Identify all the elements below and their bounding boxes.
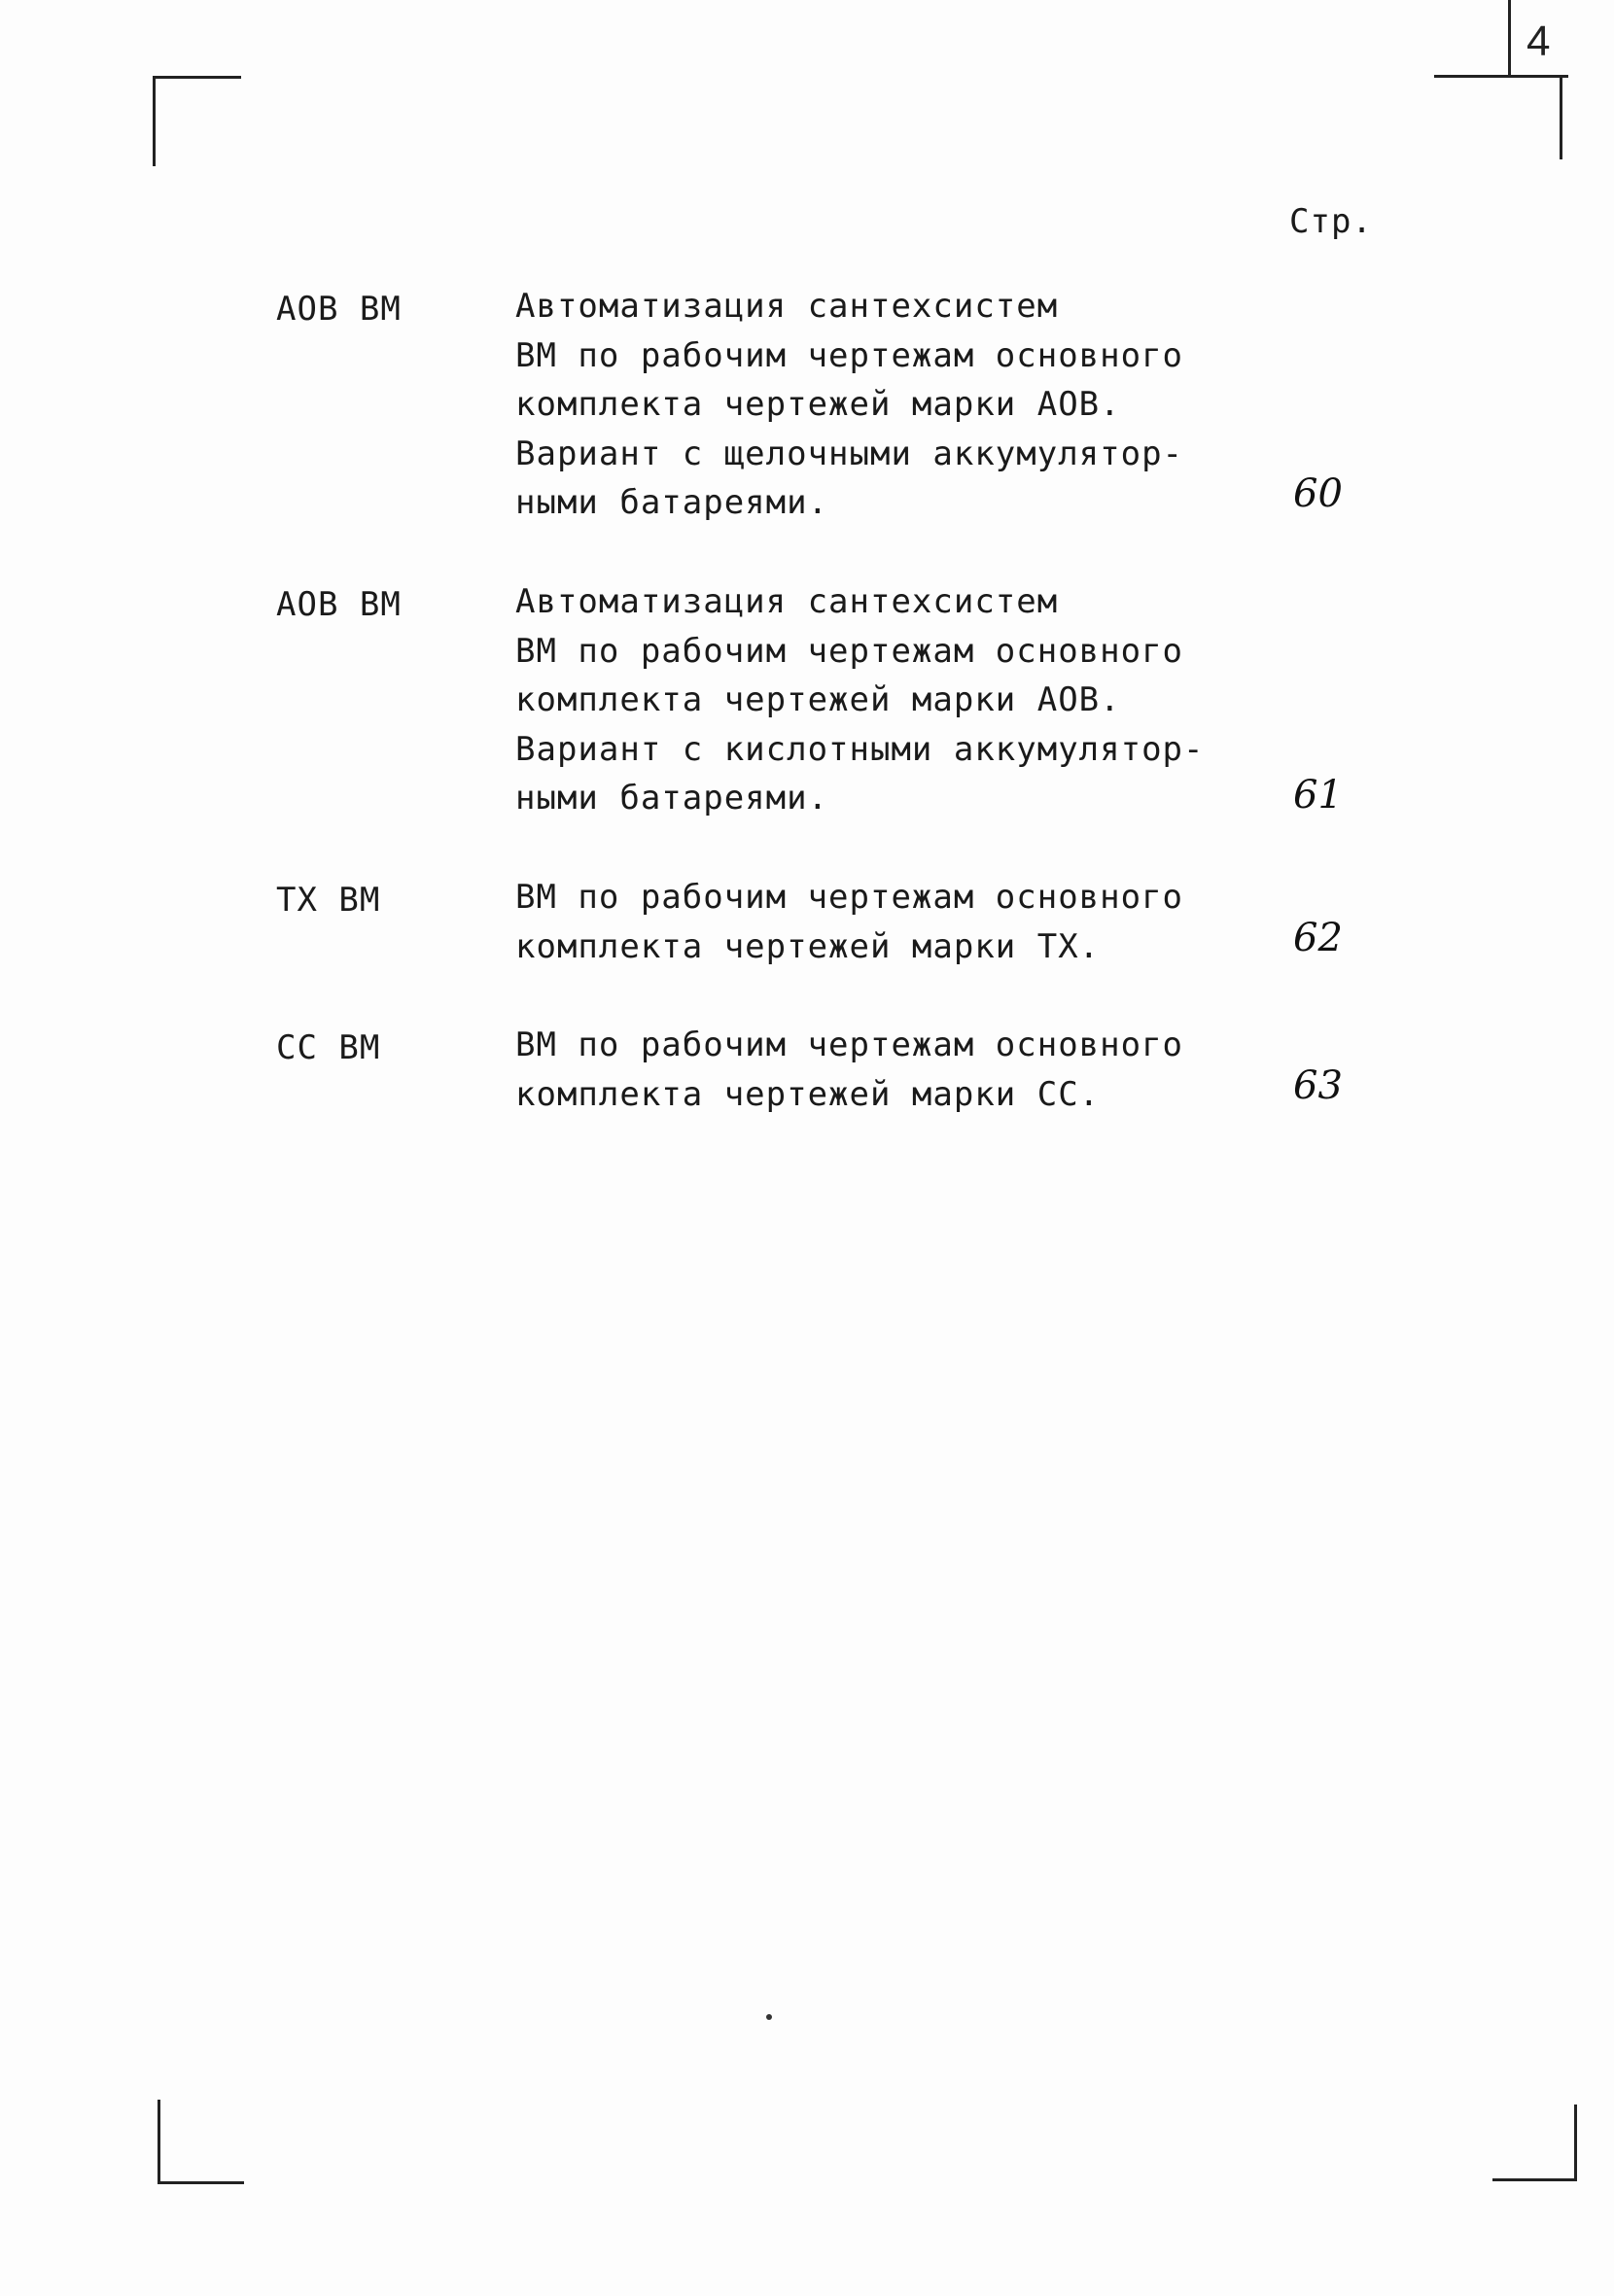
- entry-line: комплекта чертежей марки АОВ.: [515, 680, 1121, 719]
- entry-code: ТХ ВМ: [276, 881, 381, 920]
- sheet-number-frame: [1508, 0, 1511, 76]
- entry-line: Автоматизация сантехсистем: [515, 287, 1059, 326]
- entry-code: АОВ ВМ: [276, 290, 402, 329]
- entry-line: комплекта чертежей марки АОВ.: [515, 385, 1121, 424]
- entry-description: [515, 577, 1205, 823]
- entry-line: комплекта чертежей марки СС.: [515, 1074, 1101, 1114]
- corner-mark-top-right-vertical: [1560, 76, 1562, 159]
- corner-mark-bottom-right: [1492, 2105, 1577, 2181]
- entry-line: ВМ по рабочим чертежам основного: [515, 1026, 1184, 1064]
- entry-line: Вариант с кислотными аккумулятор-: [515, 729, 1205, 769]
- entry-line: ными батареями.: [515, 483, 829, 522]
- entry-code: СС ВМ: [276, 1028, 381, 1067]
- sheet-number: 4: [1526, 17, 1551, 65]
- entry-line: Вариант с щелочными аккумулятор-: [515, 434, 1184, 473]
- corner-mark-top-right: [1434, 75, 1568, 78]
- scan-speck: [766, 2014, 772, 2020]
- entry-line: ВМ по рабочим чертежам основного: [515, 335, 1184, 375]
- entry-page-number: 61: [1293, 773, 1343, 818]
- entry-description: [515, 1021, 1183, 1119]
- entry-description: [515, 873, 1183, 971]
- entry-line: ВМ по рабочим чертежам основного: [515, 878, 1184, 917]
- entry-description: [515, 282, 1183, 528]
- entry-line: Автоматизация сантехсистем: [515, 582, 1059, 621]
- corner-mark-top-left: [153, 76, 241, 166]
- entry-page-number: 62: [1293, 916, 1343, 960]
- entry-page-number: 63: [1293, 1063, 1343, 1108]
- entry-code: АОВ ВМ: [276, 585, 402, 624]
- entry-line: ВМ по рабочим чертежам основного: [515, 631, 1184, 671]
- corner-mark-bottom-left: [158, 2100, 244, 2184]
- entry-line: комплекта чертежей марки ТХ.: [515, 926, 1101, 966]
- entry-line: ными батареями.: [515, 779, 829, 818]
- entry-page-number: 60: [1293, 471, 1343, 516]
- page-column-header: Стр.: [1289, 202, 1373, 241]
